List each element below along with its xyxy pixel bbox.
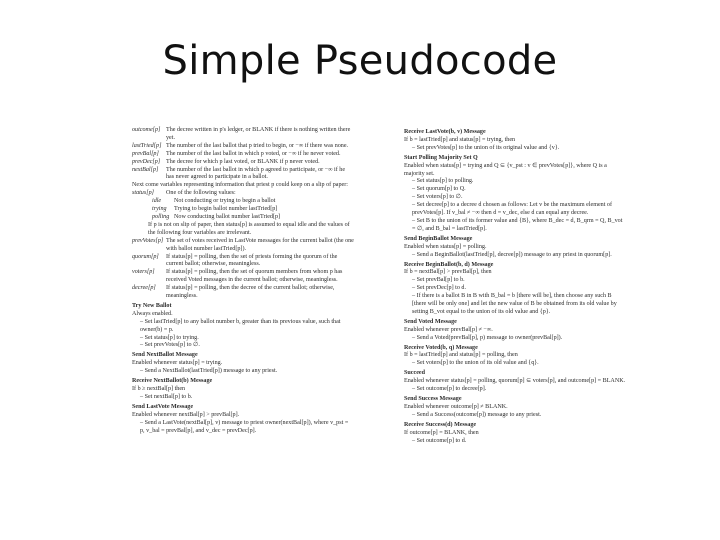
receive-nextballot-line: If b ≥ nextBal[p] then (132, 386, 186, 392)
status-value-desc: Trying to begin ballot number lastTried[p] (174, 206, 278, 213)
variable-definition-row (132, 151, 354, 159)
send-beginballot-heading: Send BeginBallot Message (404, 235, 473, 242)
variable-definition-key: prevDec[p] (132, 158, 161, 165)
receive-lastvote-heading: Receive LastVote(b, v) Message (404, 129, 486, 135)
variable-definition-key: voters[p] (132, 269, 155, 276)
try-new-ballot-line: – Set prevVotes[p] to ∅. (140, 342, 200, 349)
variable-definition-desc: One of the following values: (166, 190, 236, 197)
variable-definition-row (132, 254, 354, 270)
status-value-desc: Now conducting ballot number lastTried[p] (174, 213, 281, 220)
send-beginballot-line: – Send a BeginBallot(lastTried[p], decree[p]) message to any priest in quorum[p]. (412, 251, 612, 258)
variable-definition-desc: The number of the last ballot that p tried to begin, or −∞ if there was none. (166, 142, 349, 149)
start-polling-heading: Start Polling Majority Set Q (404, 154, 478, 161)
receive-nextballot-heading: Receive NextBallot(b) Message (132, 378, 213, 385)
succeed-line: – Set outcome[p] to decree[p]. (412, 386, 487, 393)
variable-definition-row (132, 159, 354, 167)
start-polling-line: – Set voters[p] to ∅. (412, 194, 463, 201)
variable-definition-key: outcome[p] (132, 127, 161, 133)
status-value-row (152, 198, 354, 206)
pseudocode-left-column (132, 127, 354, 435)
receive-beginballot-heading: Receive BeginBallot(b, d) Message (404, 261, 494, 268)
send-voted-heading: Send Voted Message (404, 318, 457, 325)
try-new-ballot-heading: Try New Ballot (132, 302, 172, 309)
variable-definition-desc: The number of the last ballot in which p voted, or −∞ if he never voted. (166, 150, 341, 157)
send-voted-line: Enabled whenever prevBal[p] ≠ −∞. (404, 326, 493, 333)
receive-beginballot-line: – Set prevDec[p] to d. (412, 285, 466, 292)
start-polling-line: – Set status[p] to polling. (412, 178, 474, 185)
variable-definition-key: prevVotes[p] (132, 237, 164, 244)
status-value-row (152, 206, 354, 214)
variable-definition-row (132, 269, 354, 285)
receive-success-line: – Set outcome[p] to d. (412, 437, 467, 444)
pseudocode-right-column (404, 127, 626, 445)
variables-intro: Next come variables representing information that priest p could keep on a slip of paper: (132, 182, 348, 189)
variable-definition-key: prevBal[p] (132, 150, 159, 157)
start-polling-line: Enabled when status[p] = trying and Q ⊆ {v_pst : v ∈ prevVotes[p]}, where Q is a majority set. (404, 162, 607, 177)
start-polling-line: – Set decree[p] to a decree d chosen as follows: Let v be the maximum element of prevVotes[p]. If v_bal ≠ −∞ then d = v_dec, else d can equal any decree. (412, 202, 613, 217)
send-lastvote-line: Enabled whenever nextBal[p] > prevBal[p]. (132, 411, 240, 418)
receive-voted-line: If b = lastTried[p] and status[p] = polling, then (404, 352, 518, 359)
try-new-ballot-line: Always enabled. (132, 310, 173, 317)
variable-definition-key: lastTried[p] (132, 142, 162, 149)
send-success-line: – Send a Success(outcome[p]) message to any priest. (412, 411, 542, 418)
variable-definition-key: quorum[p] (132, 253, 159, 260)
receive-lastvote-line: If b = lastTried[p] and status[p] = trying, then (404, 136, 516, 143)
variable-definition-row (132, 127, 354, 143)
send-beginballot-line: Enabled when status[p] = polling. (404, 243, 487, 250)
receive-beginballot-line: – Set prevBal[p] to b. (412, 277, 465, 284)
variable-definition-row (132, 143, 354, 151)
variable-definition-row (132, 238, 354, 254)
variable-definition-key: nextBal[p] (132, 166, 159, 173)
start-polling-line: – Set B to the union of its former value and {B}, where B_dec = d, B_qrm = Q, B_vot = ∅, and B_bal = lastTried[p]. (412, 217, 623, 232)
succeed-line: Enabled whenever status[p] = polling, quorum[p] ⊆ voters[p], and outcome[p] = BLANK. (404, 378, 626, 385)
variable-definition-row (132, 167, 354, 183)
send-voted-line: – Send a Voted(prevBal[p], p) message to owner(prevBal[p]). (412, 334, 563, 341)
variable-definition-row (132, 190, 354, 198)
receive-beginballot-line: – If there is a ballot B in B with B_bal = b [there will be], then choose any such B [there will be only one] and let the new value of B be obtained from its old value by setting B_vot equal to the union of its old value and {p}. (412, 293, 617, 315)
variable-definition-desc: If status[p] = polling, then the set of priests forming the quorum of the current ballot; otherwise, meaningless. (166, 253, 338, 268)
variable-definition-desc: If status[p] = polling, then the decree of the current ballot; otherwise, meaningless. (166, 285, 335, 300)
variable-definition-key: decree[p] (132, 285, 156, 292)
receive-success-line: If outcome[p] = BLANK, then (404, 429, 479, 436)
status-note: If p is not on slip of paper, then status[p] is assumed to equal idle and the values of the following four variables are irrelevant. (148, 221, 350, 236)
variable-definition-key: status[p] (132, 190, 155, 197)
succeed-heading: Succeed (404, 370, 425, 377)
variable-definition-desc: The decree for which p last voted, or BLANK if p never voted. (166, 158, 320, 165)
receive-success-heading: Receive Success(d) Message (404, 421, 477, 428)
send-lastvote-heading: Send LastVote Message (132, 403, 194, 410)
receive-voted-heading: Receive Voted(b, q) Message (404, 344, 478, 351)
status-value-key: idle (152, 198, 162, 205)
variable-definition-row (132, 285, 354, 301)
try-new-ballot-line: – Set status[p] to trying. (140, 334, 199, 341)
slide-title: Simple Pseudocode (162, 38, 558, 84)
send-success-heading: Send Success Message (404, 396, 462, 402)
status-value-key: trying (152, 206, 167, 213)
send-nextballot-heading: Send NextBallot Message (132, 352, 198, 359)
start-polling-line: – Set quorum[p] to Q. (412, 186, 466, 193)
send-nextballot-line: Enabled whenever status[p] = trying. (132, 360, 223, 367)
variable-definition-desc: The number of the last ballot in which p agreed to participate, or −∞ if he has never agreed to participate in a ballot. (166, 166, 346, 181)
receive-lastvote-line: – Set prevVotes[p] to the union of its original value and {v}. (412, 144, 560, 151)
receive-nextballot-line: – Set nextBal[p] to b. (140, 393, 193, 400)
send-lastvote-line: – Send a LastVote(nextBal[p], v) message to priest owner(nextBal[p]), where v_pst = p, v_bal = prevBal[p], and v_dec = prevDec[p]. (140, 419, 349, 434)
status-value-desc: Not conducting or trying to begin a ballot (174, 198, 276, 205)
variable-definition-desc: The decree written in p's ledger, or BLANK if there is nothing written there yet. (166, 127, 351, 141)
send-nextballot-line: – Send a NextBallot(lastTried[p]) message to any priest. (140, 368, 278, 375)
try-new-ballot-line: – Set lastTried[p] to any ballot number b, greater than its previous value, such that owner(b) = p. (140, 318, 341, 333)
receive-beginballot-line: If b = nextBal[p] > prevBal[p], then (404, 269, 492, 276)
variable-definition-desc: The set of votes received in LastVote messages for the current ballot (the one with ballot number lastTried[p]). (166, 237, 354, 252)
receive-voted-line: – Set voters[p] to the union of its old value and {q}. (412, 360, 539, 367)
send-success-line: Enabled whenever outcome[p] ≠ BLANK. (404, 403, 508, 410)
variable-definition-desc: If status[p] = polling, then the set of quorum members from whom p has received Voted messages in the current ballot; otherwise, meaningless. (166, 269, 343, 284)
status-value-key: polling (152, 213, 170, 220)
status-value-row (152, 214, 354, 222)
